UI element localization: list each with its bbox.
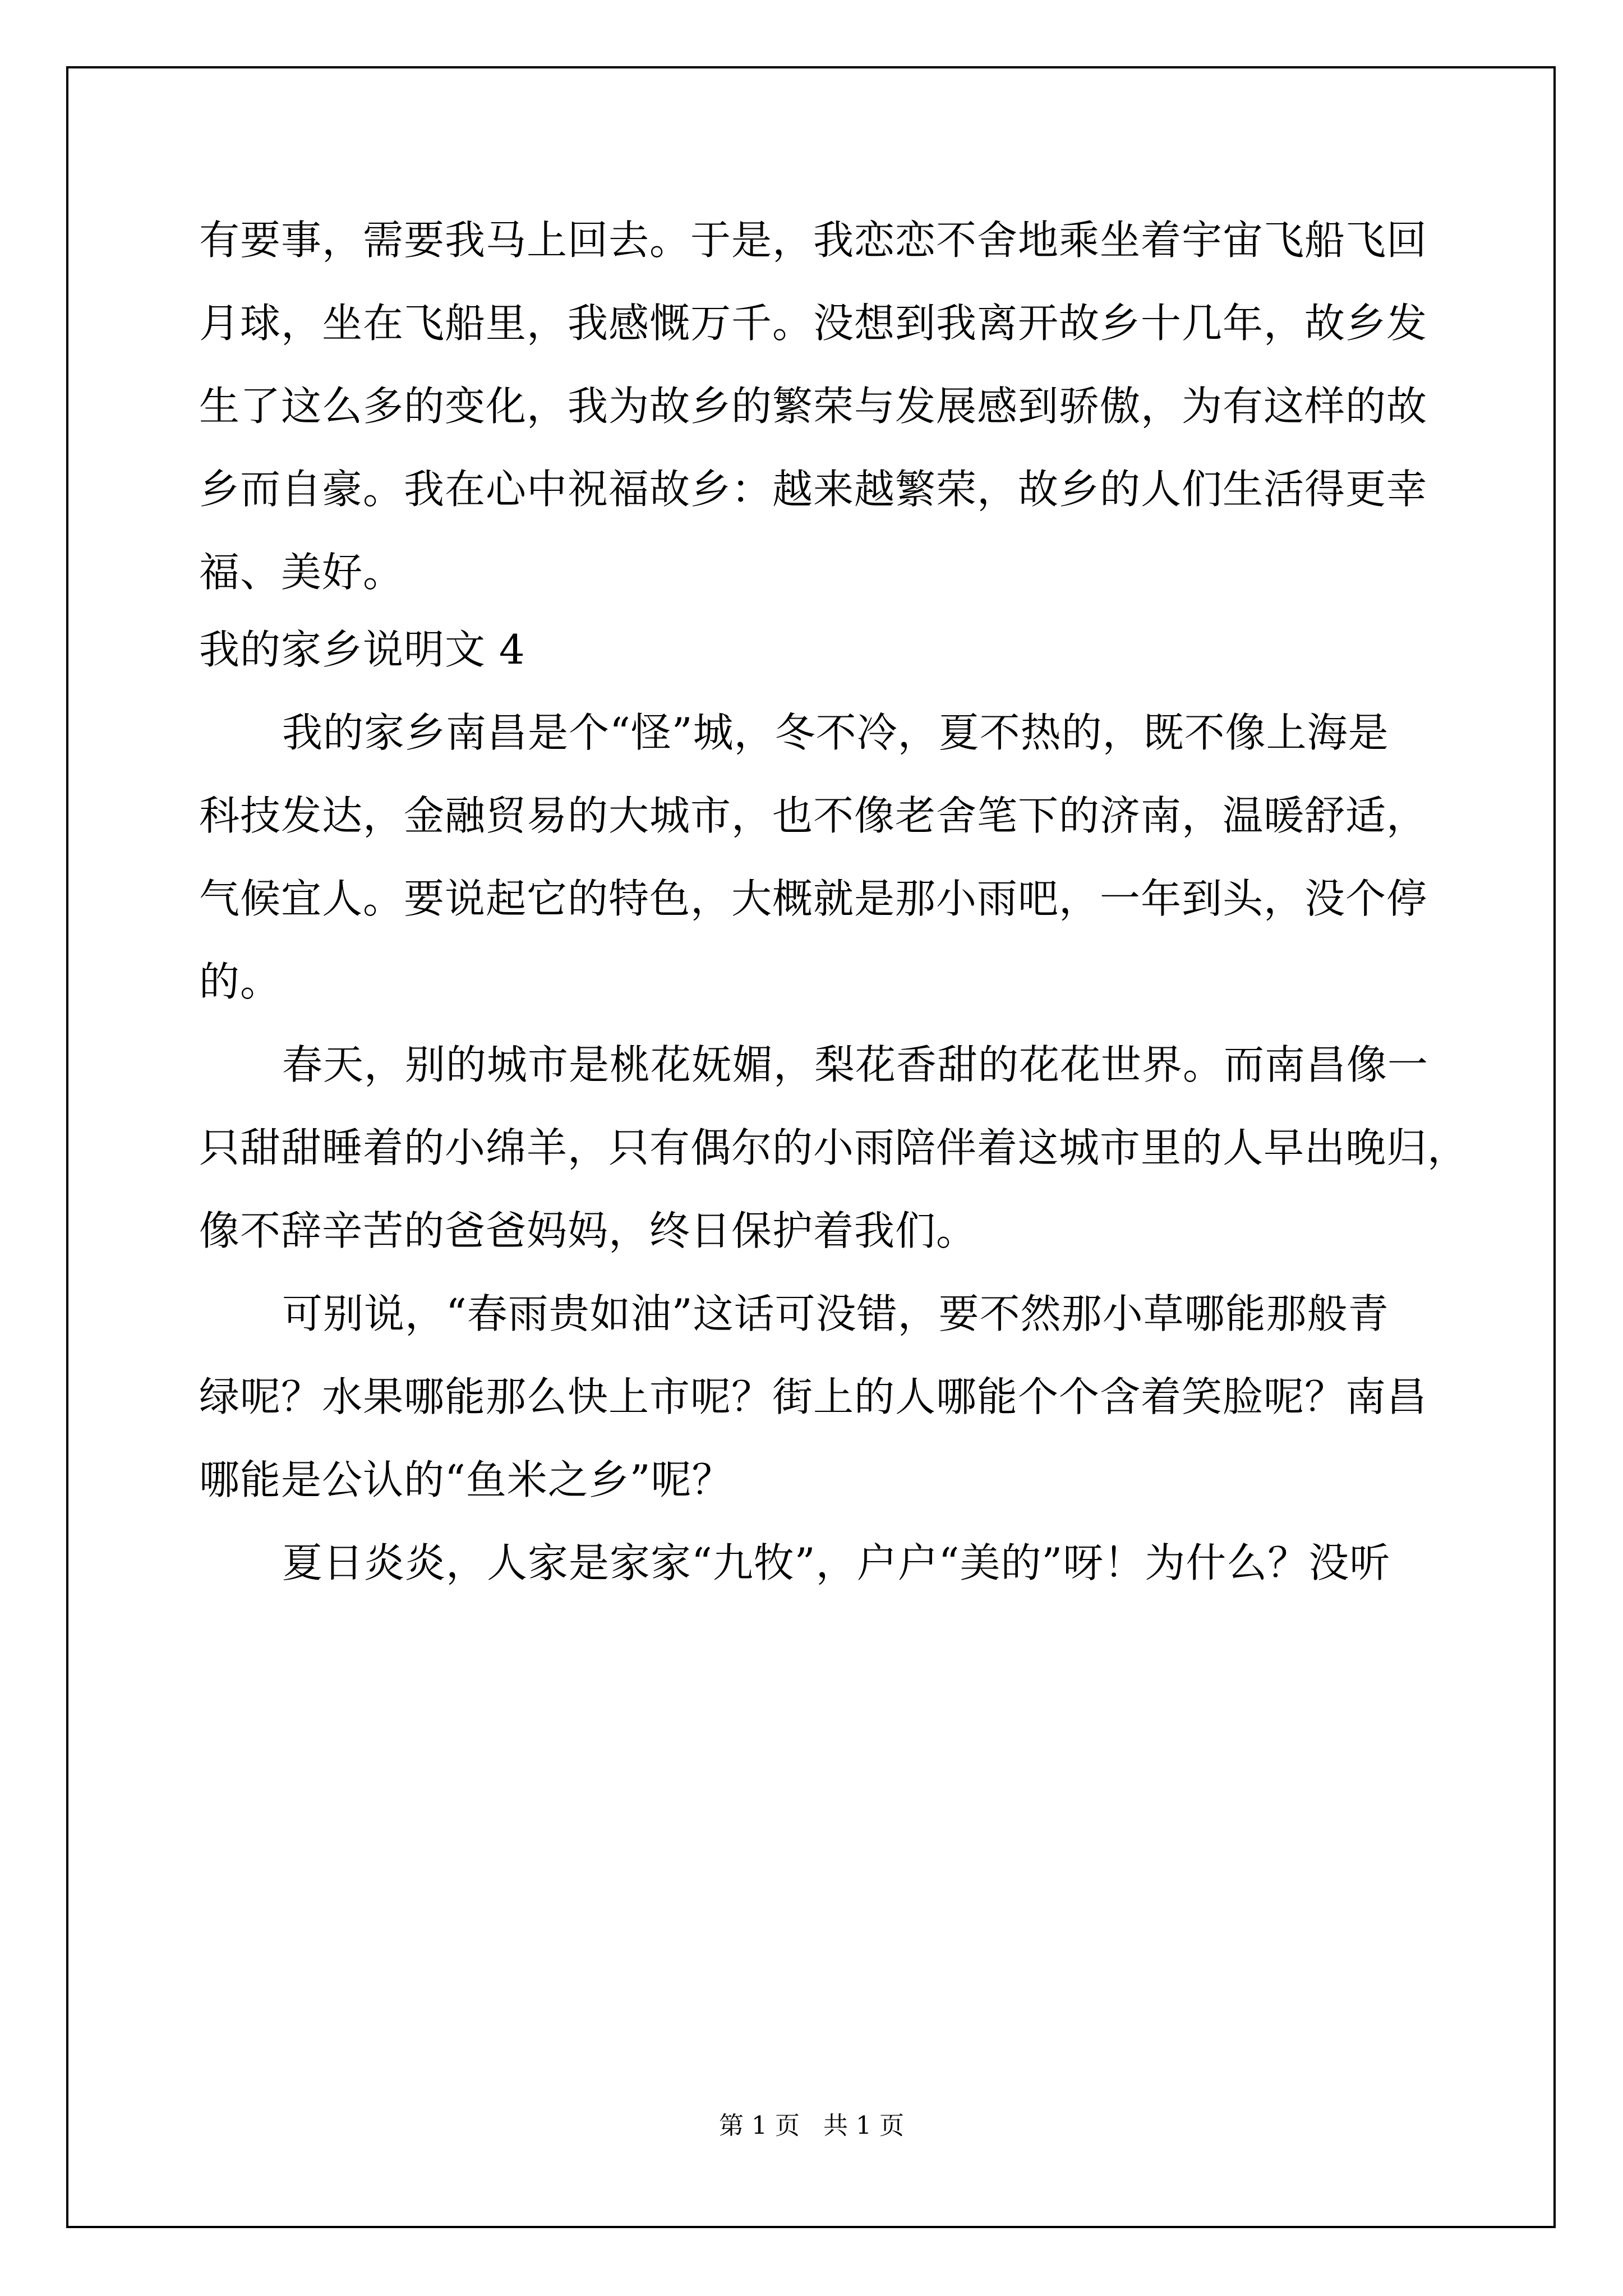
text-line: 哪能是公认的“鱼米之乡”呢？ xyxy=(199,1456,733,1503)
text-line: 科技发达，金融贸易的大城市，也不像老舍笔下的济南，温暖舒适， xyxy=(199,792,1428,839)
text-line: 生了这么多的变化，我为故乡的繁荣与发展感到骄傲，为有这样的故 xyxy=(199,383,1428,430)
text-line: 只甜甜睡着的小绵羊，只有偶尔的小雨陪伴着这城市里的人早出晚归， xyxy=(199,1124,1469,1171)
text-line: 绿呢？水果哪能那么快上市呢？街上的人哪能个个含着笑脸呢？南昌 xyxy=(199,1373,1428,1420)
paragraph-first-line: 夏日炎炎，人家是家家“九牧”，户户“美的”呀！为什么？没听 xyxy=(282,1539,1391,1586)
text-line: 有要事，需要我马上回去。于是，我恋恋不舍地乘坐着宇宙飞船飞回 xyxy=(199,217,1428,264)
text-line: 福、美好。 xyxy=(199,549,404,596)
text-line: 的。 xyxy=(199,958,282,1005)
text-line: 乡而自豪。我在心中祝福故乡：越来越繁荣，故乡的人们生活得更幸 xyxy=(199,466,1428,513)
section-heading: 我的家乡说明文 4 xyxy=(199,626,525,673)
paragraph-first-line: 春天，别的城市是桃花妩媚，梨花香甜的花花世界。而南昌像一 xyxy=(282,1041,1429,1088)
page-footer: 第 1 页 共 1 页 xyxy=(719,2111,904,2140)
text-line: 月球，坐在飞船里，我感慨万千。没想到我离开故乡十几年，故乡发 xyxy=(199,300,1428,347)
paragraph-first-line: 我的家乡南昌是个“怪”城，冬不冷，夏不热的，既不像上海是 xyxy=(282,709,1389,756)
text-line: 气候宜人。要说起它的特色，大概就是那小雨吧，一年到头，没个停 xyxy=(199,875,1428,922)
text-line: 像不辞辛苦的爸爸妈妈，终日保护着我们。 xyxy=(199,1207,978,1254)
paragraph-first-line: 可别说，“春雨贵如油”这话可没错，要不然那小草哪能那般青 xyxy=(282,1290,1389,1337)
